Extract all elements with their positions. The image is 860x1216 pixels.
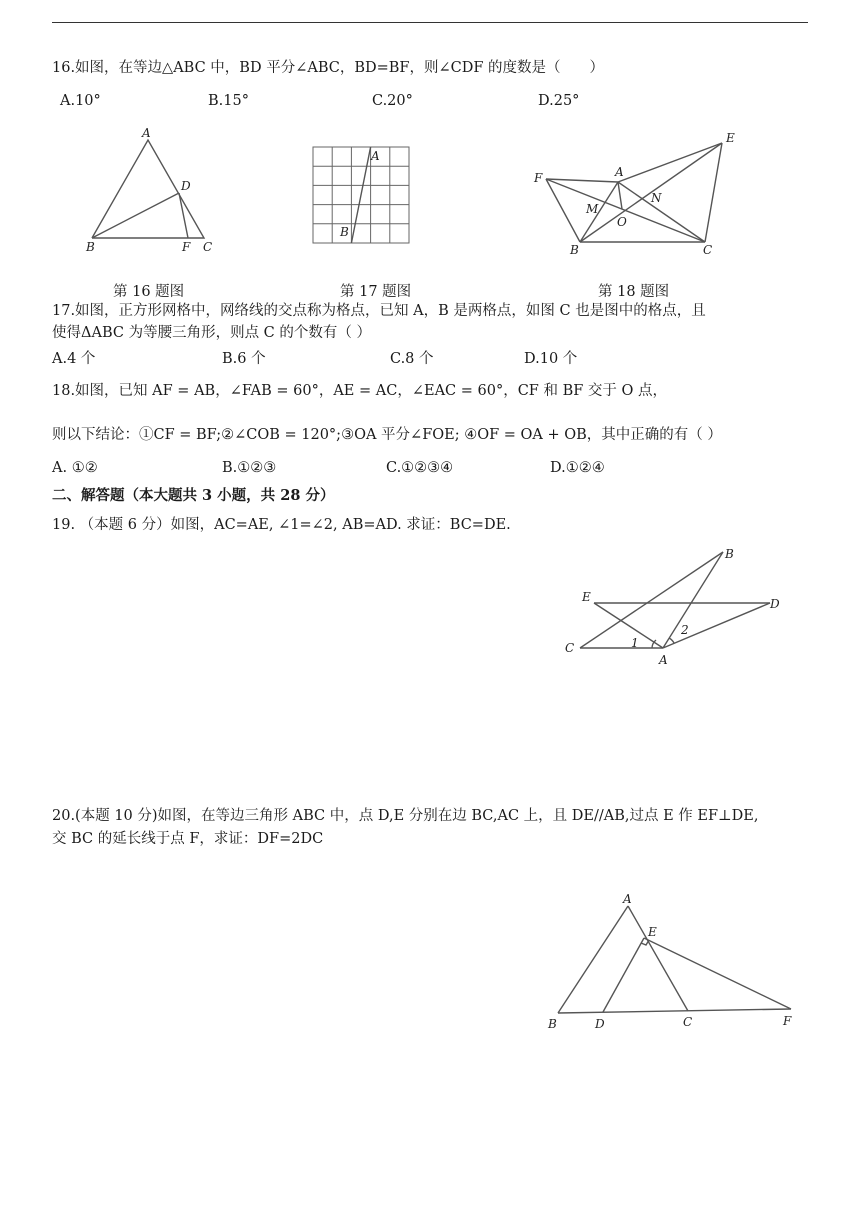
fig18-label-o: O: [617, 215, 627, 229]
fig16-label-c: C: [203, 240, 213, 254]
caption-fig18: 第 18 题图: [598, 284, 670, 300]
header-rule: [52, 22, 808, 23]
fig18-label-e: E: [726, 131, 735, 145]
fig16-label-d: D: [181, 179, 191, 193]
figure-19: [560, 540, 790, 670]
fig18-label-n: N: [651, 191, 662, 205]
fig20-label-b: B: [548, 1017, 557, 1031]
fig20-label-c: C: [683, 1015, 693, 1029]
q18-line2: 则以下结论：①CF = BF;②∠COB = 120°;③OA 平分∠FOE; ④OF = OA + OB，其中正确的有（ ）: [52, 427, 722, 443]
fig19-label-2: 2: [681, 623, 689, 637]
figure-18: [530, 130, 740, 265]
fig17-label-b: B: [340, 225, 349, 239]
q16-stem: 16.如图，在等边△ABC 中，BD 平分∠ABC，BD=BF，则∠CDF 的度数是（ ）: [52, 60, 605, 76]
fig18-label-f: F: [534, 171, 543, 185]
fig20-label-a: A: [623, 892, 632, 906]
caption-fig16: 第 16 题图: [113, 284, 185, 300]
q18-option-b: B.①②③: [222, 460, 277, 476]
q16-option-d: D.25°: [538, 93, 580, 109]
fig20-label-d: D: [595, 1017, 605, 1031]
fig19-label-1: 1: [631, 636, 639, 650]
q18-line1: 18.如图，已知 AF = AB，∠FAB = 60°，AE = AC，∠EAC = 60°，CF 和 BF 交于 O 点，: [52, 383, 668, 399]
fig16-label-f: F: [182, 240, 191, 254]
q17-line1: 17.如图，正方形网格中，网络线的交点称为格点，已知 A，B 是两格点，如图 C 也是图中的格点，且: [52, 303, 706, 319]
fig18-label-a: A: [615, 165, 624, 179]
q18-option-a: A. ①②: [52, 460, 98, 476]
fig20-label-e: E: [648, 925, 657, 939]
fig19-label-e: E: [582, 590, 591, 604]
q17-option-d: D.10 个: [524, 351, 578, 367]
fig20-label-f: F: [783, 1014, 792, 1028]
figure-20: [545, 890, 805, 1040]
q18-option-d: D.①②④: [550, 460, 605, 476]
caption-fig17: 第 17 题图: [340, 284, 412, 300]
q16-option-b: B.15°: [208, 93, 249, 109]
q17-option-a: A.4 个: [52, 351, 96, 367]
q16-option-c: C.20°: [372, 93, 413, 109]
section-heading: 二、解答题（本大题共 3 小题，共 28 分）: [52, 487, 335, 504]
fig19-label-b: B: [725, 547, 734, 561]
fig19-label-c: C: [565, 641, 575, 655]
q20-line2: 交 BC 的延长线于点 F，求证：DF=2DC: [52, 831, 324, 847]
q17-option-b: B.6 个: [222, 351, 266, 367]
fig19-label-a: A: [659, 653, 668, 667]
q19-text: 19. （本题 6 分）如图，AC=AE, ∠1=∠2, AB=AD. 求证：BC=DE.: [52, 517, 511, 533]
q20-line1: 20.(本题 10 分)如图，在等边三角形 ABC 中，点 D,E 分别在边 BC,AC 上，且 DE//AB,过点 E 作 EF⊥DE,: [52, 808, 759, 824]
q17-option-c: C.8 个: [390, 351, 434, 367]
q17-line2: 使得ΔABC 为等腰三角形，则点 C 的个数有（ ）: [52, 325, 371, 341]
fig18-label-m: M: [586, 202, 599, 216]
fig16-label-b: B: [86, 240, 95, 254]
q18-option-c: C.①②③④: [386, 460, 454, 476]
figure-17: [305, 140, 425, 250]
figure-16: [80, 120, 230, 260]
fig19-label-d: D: [770, 597, 780, 611]
fig16-label-a: A: [142, 126, 151, 140]
fig18-label-c: C: [703, 243, 713, 257]
q16-option-a: A.10°: [60, 93, 101, 109]
fig17-label-a: A: [371, 149, 380, 163]
fig18-label-b: B: [570, 243, 579, 257]
